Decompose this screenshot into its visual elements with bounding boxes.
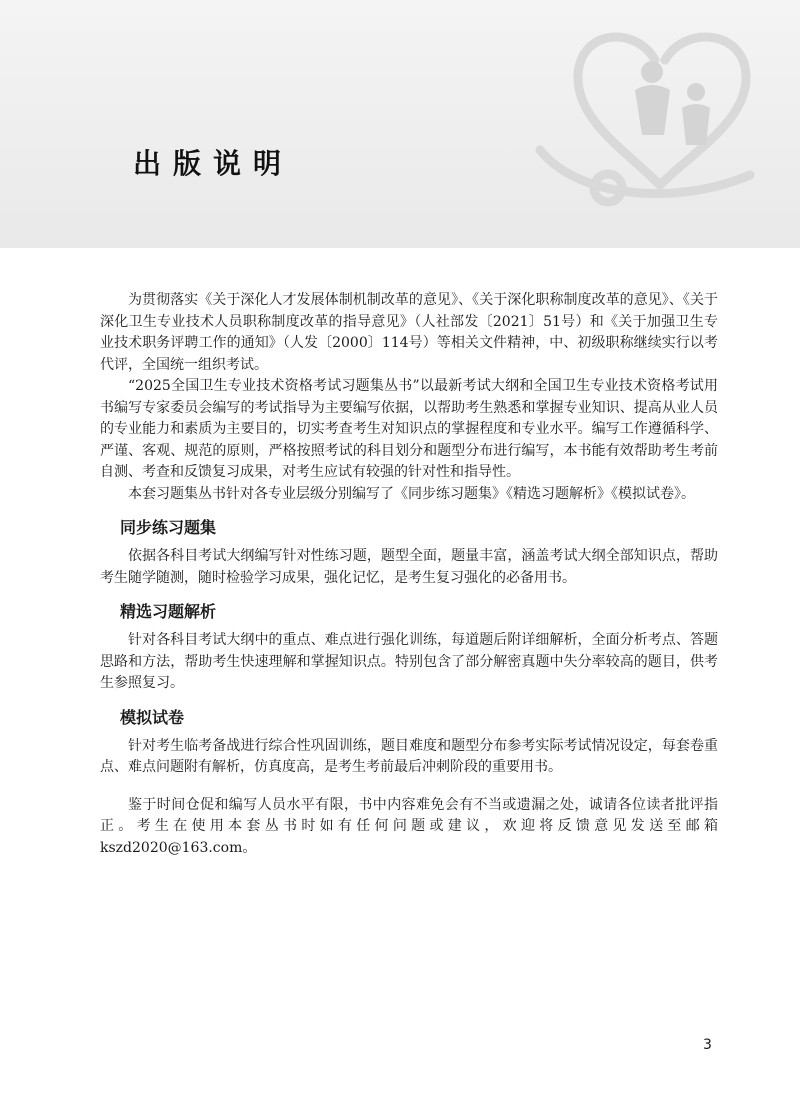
stethoscope-heart-family-icon — [520, 0, 800, 245]
content-body — [100, 290, 718, 859]
section-heading-selected-analysis: 精选习题解析 — [120, 602, 217, 621]
intro-paragraph: “2025全国卫生专业技术资格考试习题集丛书”以最新考试大纲和全国卫生专业技术资格考试用书编写专家委员会编写的考试指导为主要编写依据，以帮助考生熟悉和掌握专业知识、提高从业人员的专业能力和素质为主要目的，切实考查考生对知识点的掌握程度和专业水平。编写工作遵循科学、严谨、客观、规范的原则，严格按照考试的科目划分和题型分布进行编写，本书能有效帮助考生考前自测、考查和反馈复习成果，对考生应试有较强的针对性和指导性。 — [100, 378, 718, 480]
section-body: 依据各科目考试大纲编写针对性练习题，题型全面，题量丰富，涵盖考试大纲全部知识点，帮助考生随学随测，随时检验学习成果，强化记忆，是考生复习强化的必备用书。 — [100, 548, 718, 586]
section-heading-sync-exercises: 同步练习题集 — [120, 518, 217, 537]
section-body: 针对各科目考试大纲中的重点、难点进行强化训练，每道题后附详细解析，全面分析考点、答题思路和方法，帮助考生快速理解和掌握知识点。特别包含了部分解密真题中失分率较高的题目，供考生参照复习。 — [100, 632, 718, 691]
page-title: 出版说明 — [133, 147, 294, 180]
intro-paragraph: 本套习题集丛书针对各专业层级分别编写了《同步练习题集》《精选习题解析》《模拟试卷》。 — [128, 485, 695, 502]
closing-paragraph: 鉴于时间仓促和编写人员水平有限，书中内容难免会有不当或遗漏之处，诚请各位读者批评指正。考生在使用本套丛书时如有任何问题或建议，欢迎将反馈意见发送至邮箱 kszd2020@163.com。 — [100, 796, 718, 856]
intro-paragraph: 为贯彻落实《关于深化人才发展体制机制改革的意见》、《关于深化职称制度改革的意见》、《关于深化卫生专业技术人员职称制度改革的指导意见》（人社部发〔2021〕51号）和《关于加强卫生专业技术职务评聘工作的通知》（人发〔2000〕114号）等相关文件精神，中、初级职称继续实行以考代评，全国统一组织考试。 — [100, 292, 718, 373]
header-band — [0, 0, 800, 248]
spacer — [100, 781, 718, 795]
section-heading-mock-exam: 模拟试卷 — [120, 707, 185, 727]
section-body: 针对考生临考备战进行综合性巩固训练，题目难度和题型分布参考实际考试情况设定，每套卷重点、难点问题附有解析，仿真度高，是考生考前最后冲刺阶段的重要用书。 — [100, 737, 718, 775]
page-number: 3 — [703, 1037, 712, 1053]
